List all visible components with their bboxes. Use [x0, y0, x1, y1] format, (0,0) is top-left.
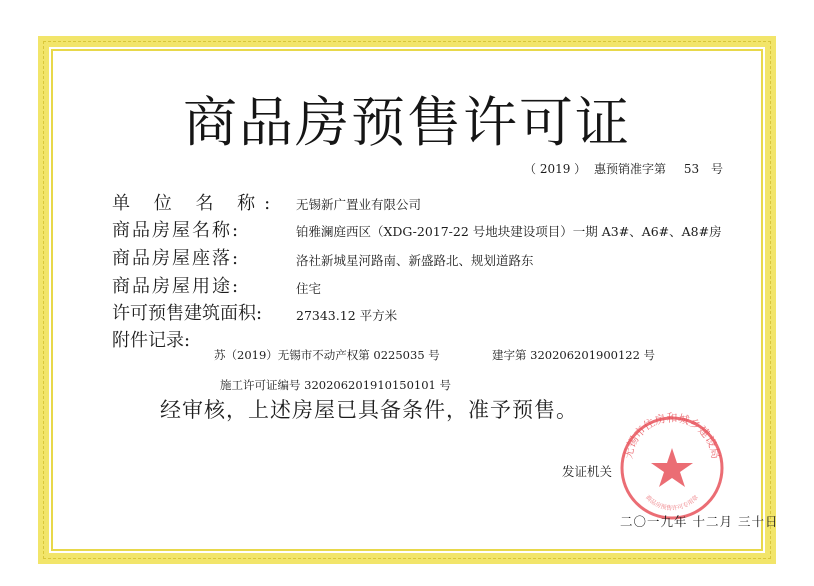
certificate-title: 商品房预售许可证 — [183, 91, 631, 154]
seal-sub-text: 商品房预售许可专用章 — [644, 494, 700, 513]
issuer-label: 发证机关 — [562, 464, 613, 479]
issue-date: 二〇一九年 十二月 三十日 — [620, 514, 779, 529]
svg-text:商品房预售许可专用章 — [644, 493, 700, 512]
field-value-area: 27343.12 平方米 — [296, 308, 398, 323]
permit-year: （ 2019 ） — [524, 162, 587, 176]
field-value-usage: 住宅 — [296, 281, 322, 296]
permit-suffix: 号 — [710, 162, 723, 176]
attachment-work-permit: 施工许可证编号 320206201910150101 号 — [220, 378, 452, 392]
field-label-location: 商品房屋座落: — [112, 248, 241, 269]
field-label-area: 许可预售建筑面积: — [112, 303, 263, 324]
field-value-location: 洛社新城星河路南、新盛路北、规划道路东 — [296, 253, 534, 268]
field-value-company: 无锡新广置业有限公司 — [296, 197, 422, 212]
official-seal-icon — [616, 412, 728, 524]
permit-number — [520, 160, 723, 177]
permit-number-value: 53 — [683, 162, 700, 176]
field-label-property-name: 商品房屋名称: — [112, 220, 241, 241]
seal-text: 无锡市住房和城乡建设局 — [621, 412, 723, 460]
field-label-usage: 商品房屋用途: — [112, 276, 241, 297]
field-label-company: 单 位 名 称: — [112, 193, 280, 214]
permit-prefix: 惠预销准字第 — [594, 162, 667, 176]
approval-statement: 经审核，上述房屋已具备条件，准予预售。 — [160, 398, 578, 422]
attachments-label: 附件记录: — [112, 330, 191, 351]
attachment-construction-cert: 建字第 320206201900122 号 — [492, 348, 656, 362]
field-value-property-name: 铂雅澜庭西区（XDG-2017-22 号地块建设项目）一期 A3#、A6#、A8#房 — [296, 224, 722, 239]
attachment-property-cert: 苏（2019）无锡市不动产权第 0225035 号 — [214, 348, 440, 362]
